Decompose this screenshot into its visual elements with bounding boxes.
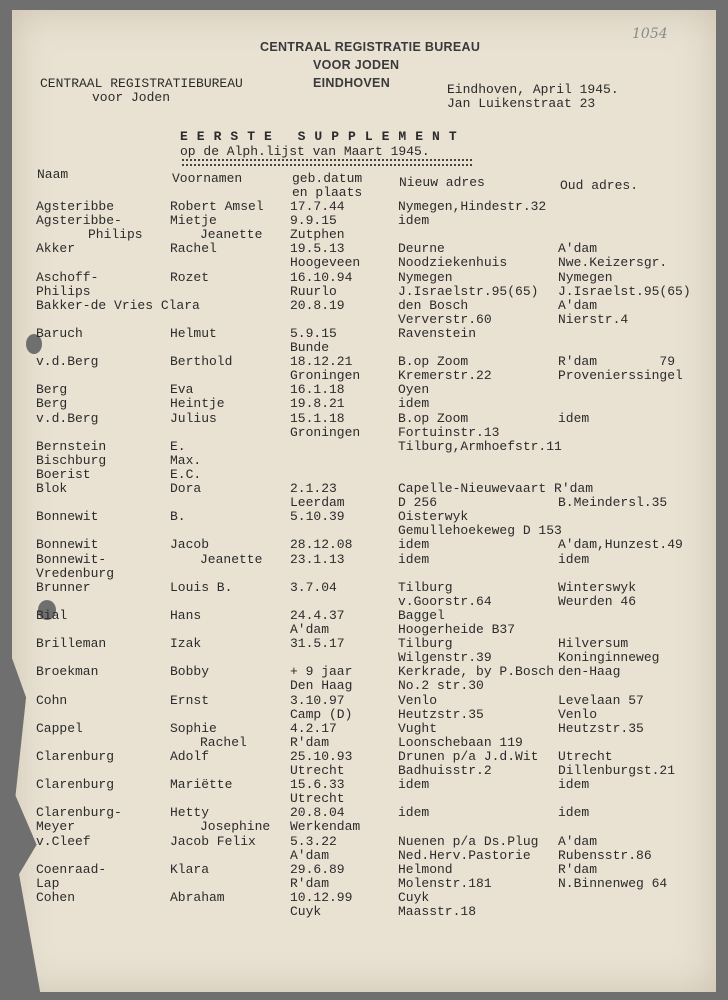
- row-geb-datum: 23.1.13: [290, 551, 345, 567]
- row-geb-datum: Ruurlo: [290, 283, 337, 299]
- row-geb-datum: 2.1.23: [290, 481, 337, 496]
- row-geb-datum: 24.4.37: [290, 607, 345, 623]
- row-naam: Blok: [36, 481, 68, 496]
- row-geb-datum: 15.1.18: [290, 410, 345, 426]
- row-naam: Brilleman: [36, 636, 107, 652]
- row-nieuw-adres: Ververstr.60: [398, 311, 492, 327]
- row-voornamen: E.: [170, 438, 186, 454]
- row-nieuw-adres: Molenstr.181: [398, 875, 492, 891]
- row-nieuw-adres: den Bosch: [398, 297, 469, 313]
- row-nieuw-adres: Maasstr.18: [398, 904, 477, 919]
- row-nieuw-adres: idem: [398, 396, 430, 412]
- registration-stamp-line3: EINDHOVEN: [313, 76, 391, 90]
- row-voornamen: Jeanette: [200, 551, 263, 567]
- row-oud-adres: R'dam: [558, 861, 598, 877]
- row-voornamen: Heintje: [170, 396, 225, 412]
- row-geb-datum: 9.9.15: [290, 213, 337, 229]
- row-nieuw-adres: Nymegen: [398, 269, 453, 285]
- row-geb-datum: R'dam: [290, 734, 330, 750]
- row-oud-adres: Winterswyk: [558, 579, 637, 595]
- row-voornamen: Klara: [170, 861, 210, 877]
- row-geb-datum: 17.7.44: [290, 199, 345, 214]
- row-oud-adres: Heutzstr.35: [558, 720, 644, 736]
- row-nieuw-adres: Kerkrade, by P.Bosch: [398, 664, 555, 680]
- row-voornamen: Adolf: [170, 748, 210, 764]
- row-oud-adres: Provenierssingel: [558, 368, 683, 384]
- row-geb-datum: Utrecht: [290, 763, 345, 778]
- row-naam: Bonnewit-: [36, 551, 107, 567]
- row-naam: Cohen: [36, 889, 76, 905]
- row-nieuw-adres: No.2 str.30: [398, 678, 484, 694]
- row-geb-datum: Werkendam: [290, 819, 361, 835]
- row-naam: Philips: [36, 283, 91, 299]
- row-naam: Bonnewit: [36, 509, 99, 525]
- row-oud-adres: B.Meindersl.35: [558, 495, 668, 511]
- row-geb-datum: 4.2.17: [290, 720, 337, 736]
- row-oud-adres: A'dam: [558, 297, 598, 313]
- row-geb-datum: Groningen: [290, 424, 361, 440]
- row-oud-adres: A'dam: [558, 241, 598, 257]
- row-naam: Akker: [36, 241, 76, 257]
- row-geb-datum: 29.6.89: [290, 861, 345, 877]
- row-geb-datum: 15.6.33: [290, 777, 345, 793]
- row-oud-adres: N.Binnenweg 64: [558, 875, 668, 891]
- row-nieuw-adres: Ravenstein: [398, 325, 477, 341]
- row-geb-datum: Leerdam: [290, 495, 345, 511]
- row-nieuw-adres: Oisterwyk: [398, 509, 469, 525]
- row-geb-datum: 16.10.94: [290, 269, 353, 285]
- row-nieuw-adres: Baggel: [398, 607, 445, 623]
- row-voornamen: Mietje: [170, 213, 217, 229]
- row-nieuw-adres: Deurne: [398, 241, 445, 257]
- row-geb-datum: 25.10.93: [290, 748, 353, 764]
- row-geb-datum: 10.12.99: [290, 889, 353, 905]
- row-voornamen: Izak: [170, 636, 202, 652]
- row-voornamen: E.C.: [170, 466, 202, 482]
- row-nieuw-adres: Gemullehoekeweg D 153: [398, 523, 562, 539]
- row-geb-datum: R'dam: [290, 875, 330, 891]
- row-naam: Clarenburg: [36, 748, 115, 764]
- row-nieuw-adres: D 256: [398, 495, 438, 511]
- row-voornamen: Berthold: [170, 354, 233, 370]
- row-naam: Berg: [36, 396, 68, 412]
- row-oud-adres: Venlo: [558, 706, 598, 722]
- row-oud-adres: A'dam,Hunzest.49: [558, 537, 683, 553]
- row-nieuw-adres: Helmond: [398, 861, 453, 877]
- row-nieuw-adres: Nymegen,Hindestr.32: [398, 199, 547, 214]
- row-nieuw-adres: Fortuinstr.13: [398, 424, 500, 440]
- row-nieuw-adres: B.op Zoom: [398, 354, 469, 370]
- row-oud-adres: Utrecht: [558, 748, 613, 764]
- row-oud-adres: Levelaan 57: [558, 692, 644, 708]
- letterhead-organisation: CENTRAAL REGISTRATIEBUREAU: [40, 76, 243, 91]
- row-nieuw-adres: idem: [398, 805, 430, 821]
- letterhead-subtitle: voor Joden: [92, 90, 171, 105]
- row-naam: Bakker-de Vries Clara: [36, 297, 200, 313]
- row-nieuw-adres: Wilgenstr.39: [398, 650, 492, 666]
- row-naam: Baruch: [36, 325, 83, 341]
- row-geb-datum: Zutphen: [290, 227, 345, 243]
- row-geb-datum: 20.8.04: [290, 805, 345, 821]
- row-geb-datum: Camp (D): [290, 706, 353, 722]
- row-oud-adres: R'dam 79: [558, 354, 676, 370]
- row-voornamen: Louis B.: [170, 579, 233, 595]
- row-nieuw-adres: Vught: [398, 720, 438, 736]
- column-header-naam: Naam: [37, 167, 69, 182]
- row-voornamen: Abraham: [170, 889, 225, 905]
- column-header-nieuw-adres: Nieuw adres: [399, 175, 485, 190]
- row-voornamen: Julius: [170, 410, 217, 426]
- row-voornamen: Jeanette: [200, 227, 263, 243]
- row-geb-datum: 5.3.22: [290, 833, 337, 849]
- row-naam: v.Cleef: [36, 833, 91, 849]
- row-geb-datum: 18.12.21: [290, 354, 353, 370]
- row-nieuw-adres: Tilburg: [398, 579, 453, 595]
- row-nieuw-adres: Capelle-Nieuwevaart R'dam: [398, 481, 594, 496]
- row-naam: Bischburg: [36, 452, 107, 468]
- row-voornamen: Helmut: [170, 325, 217, 341]
- row-naam: Brunner: [36, 579, 91, 595]
- row-nieuw-adres: Tilburg,Armhoefstr.11: [398, 438, 562, 454]
- row-voornamen: Jacob Felix: [170, 833, 256, 849]
- row-naam: Berg: [36, 382, 68, 398]
- registration-stamp-line2: VOOR JODEN: [313, 58, 400, 72]
- row-nieuw-adres: Heutzstr.35: [398, 706, 484, 722]
- column-header-geb-plaats: en plaats: [292, 185, 363, 200]
- row-geb-datum: 5.10.39: [290, 509, 345, 525]
- row-nieuw-adres: Oyen: [398, 382, 430, 398]
- row-geb-datum: 3.10.97: [290, 692, 345, 708]
- row-geb-datum: Hoogeveen: [290, 255, 361, 271]
- row-naam: Cappel: [36, 720, 83, 736]
- sender-address: Jan Luikenstraat 23: [447, 96, 596, 111]
- document-title: EERSTE SUPPLEMENT: [180, 129, 466, 144]
- row-geb-datum: 3.7.04: [290, 579, 337, 595]
- row-naam: Bial: [36, 607, 68, 623]
- row-voornamen: Sophie: [170, 720, 217, 736]
- row-oud-adres: idem: [558, 805, 590, 821]
- row-nieuw-adres: idem: [398, 213, 430, 229]
- row-nieuw-adres: idem: [398, 777, 430, 793]
- row-nieuw-adres: Badhuisstr.2: [398, 763, 492, 778]
- row-geb-datum: A'dam: [290, 622, 330, 637]
- row-voornamen: Josephine: [200, 819, 271, 835]
- row-oud-adres: idem: [558, 551, 590, 567]
- row-nieuw-adres: Cuyk: [398, 889, 430, 905]
- row-oud-adres: Hilversum: [558, 636, 629, 652]
- row-voornamen: Hetty: [170, 805, 210, 821]
- row-naam: Agsteribbe-: [36, 213, 122, 229]
- row-naam: Bernstein: [36, 438, 107, 454]
- row-nieuw-adres: idem: [398, 551, 430, 567]
- row-oud-adres: Rubensstr.86: [558, 847, 652, 863]
- row-naam: Cohn: [36, 692, 68, 708]
- row-voornamen: Jacob: [170, 537, 210, 553]
- row-voornamen: B.: [170, 509, 186, 525]
- row-geb-datum: 5.9.15: [290, 325, 337, 341]
- row-oud-adres: Dillenburgst.21: [558, 763, 676, 778]
- row-voornamen: Hans: [170, 607, 202, 623]
- row-nieuw-adres: Ned.Herv.Pastorie: [398, 847, 531, 863]
- row-geb-datum: 16.1.18: [290, 382, 345, 398]
- row-geb-datum: 31.5.17: [290, 636, 345, 652]
- row-oud-adres: Nymegen: [558, 269, 613, 285]
- row-oud-adres: Weurden 46: [558, 593, 637, 609]
- row-geb-datum: Bunde: [290, 340, 330, 355]
- row-voornamen: Bobby: [170, 664, 210, 680]
- row-oud-adres: Nwe.Keizersgr.: [558, 255, 668, 271]
- row-voornamen: Rozet: [170, 269, 210, 285]
- row-nieuw-adres: Nuenen p/a Ds.Plug: [398, 833, 539, 849]
- row-voornamen: Dora: [170, 481, 202, 496]
- row-voornamen: Robert Amsel: [170, 199, 264, 214]
- column-header-voornamen: Voornamen: [172, 171, 243, 186]
- row-nieuw-adres: J.Israelstr.95(65): [398, 283, 539, 299]
- row-oud-adres: A'dam: [558, 833, 598, 849]
- column-header-geb-datum: geb.datum: [292, 171, 363, 186]
- row-naam: Coenraad-: [36, 861, 107, 877]
- title-underline: [182, 159, 472, 166]
- row-geb-datum: Den Haag: [290, 678, 353, 694]
- row-oud-adres: Nierstr.4: [558, 311, 629, 327]
- row-voornamen: Eva: [170, 382, 194, 398]
- row-naam: Lap: [36, 875, 60, 891]
- row-nieuw-adres: Venlo: [398, 692, 438, 708]
- row-geb-datum: 28.12.08: [290, 537, 353, 553]
- row-geb-datum: + 9 jaar: [290, 664, 353, 680]
- row-voornamen: Ernst: [170, 692, 210, 708]
- row-geb-datum: Utrecht: [290, 791, 345, 807]
- row-voornamen: Max.: [170, 452, 202, 468]
- row-naam: Agsteribbe: [36, 199, 115, 214]
- row-geb-datum: A'dam: [290, 847, 330, 863]
- row-naam: Clarenburg-: [36, 805, 122, 821]
- row-oud-adres: idem: [558, 410, 590, 426]
- row-naam: Bonnewit: [36, 537, 99, 553]
- row-naam: v.d.Berg: [36, 354, 99, 370]
- document-subtitle: op de Alph.lijst van Maart 1945.: [180, 144, 430, 159]
- row-naam: v.d.Berg: [36, 410, 99, 426]
- row-naam: Philips: [88, 227, 143, 243]
- row-voornamen: Rachel: [200, 734, 247, 750]
- row-geb-datum: 19.5.13: [290, 241, 345, 257]
- row-geb-datum: Cuyk: [290, 904, 322, 919]
- row-nieuw-adres: Tilburg: [398, 636, 453, 652]
- column-header-oud-adres: Oud adres.: [560, 178, 639, 193]
- row-oud-adres: Koninginneweg: [558, 650, 660, 666]
- row-geb-datum: Groningen: [290, 368, 361, 384]
- row-naam: Aschoff-: [36, 269, 99, 285]
- row-nieuw-adres: v.Goorstr.64: [398, 593, 492, 609]
- row-nieuw-adres: Kremerstr.22: [398, 368, 492, 384]
- row-voornamen: Rachel: [170, 241, 217, 257]
- registration-stamp-line1: CENTRAAL REGISTRATIE BUREAU: [260, 40, 481, 54]
- row-naam: Vredenburg: [36, 565, 115, 581]
- row-nieuw-adres: Hoogerheide B37: [398, 622, 516, 637]
- row-oud-adres: idem: [558, 777, 590, 793]
- row-voornamen: Mariëtte: [170, 777, 233, 793]
- row-nieuw-adres: Loonschebaan 119: [398, 734, 523, 750]
- row-naam: Broekman: [36, 664, 99, 680]
- row-naam: Boerist: [36, 466, 91, 482]
- row-nieuw-adres: Drunen p/a J.d.Wit: [398, 748, 539, 764]
- archive-number: 1054: [632, 26, 668, 42]
- row-naam: Clarenburg: [36, 777, 115, 793]
- row-oud-adres: den-Haag: [558, 664, 621, 680]
- place-date: Eindhoven, April 1945.: [447, 82, 619, 97]
- row-geb-datum: 19.8.21: [290, 396, 345, 412]
- row-naam: Meyer: [36, 819, 76, 835]
- row-geb-datum: 20.8.19: [290, 297, 345, 313]
- row-nieuw-adres: idem: [398, 537, 430, 553]
- row-nieuw-adres: Noodziekenhuis: [398, 255, 508, 271]
- row-nieuw-adres: B.op Zoom: [398, 410, 469, 426]
- row-oud-adres: J.Israelst.95(65): [558, 283, 691, 299]
